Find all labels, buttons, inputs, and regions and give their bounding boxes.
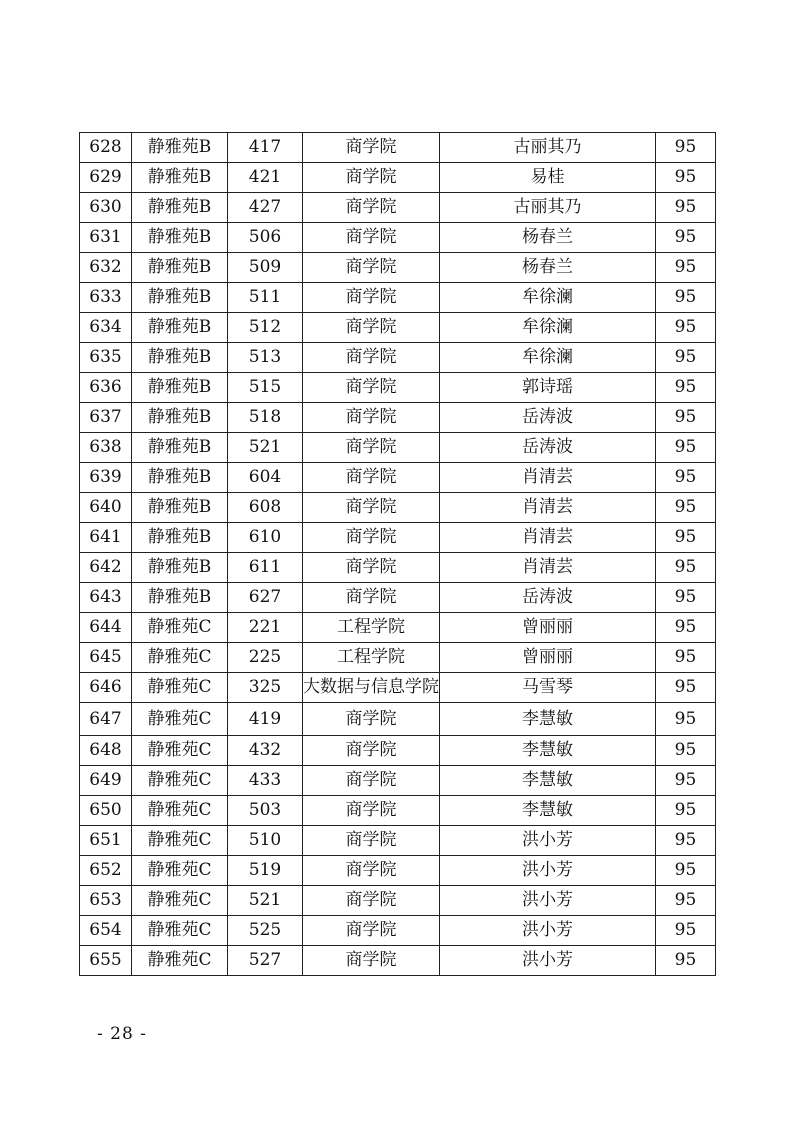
room-number-cell: 421 <box>228 163 303 193</box>
college-cell: 商学院 <box>303 826 440 856</box>
table-row <box>80 553 716 583</box>
score-cell: 95 <box>656 916 716 946</box>
teacher-name-cell: 洪小芳 <box>440 826 656 856</box>
score-cell: 95 <box>656 613 716 643</box>
teacher-name-cell: 牟徐澜 <box>440 343 656 373</box>
college-cell: 商学院 <box>303 856 440 886</box>
table-row <box>80 886 716 916</box>
college-cell: 商学院 <box>303 886 440 916</box>
room-number-cell: 225 <box>228 643 303 673</box>
row-index-cell: 635 <box>80 343 132 373</box>
room-number-cell: 525 <box>228 916 303 946</box>
teacher-name-cell: 曾丽丽 <box>440 613 656 643</box>
room-number-cell: 510 <box>228 826 303 856</box>
teacher-name-cell: 曾丽丽 <box>440 643 656 673</box>
teacher-name-cell: 牟徐澜 <box>440 283 656 313</box>
building-cell: 静雅苑B <box>132 343 228 373</box>
room-number-cell: 509 <box>228 253 303 283</box>
score-cell: 95 <box>656 583 716 613</box>
score-cell: 95 <box>656 766 716 796</box>
table-row <box>80 703 716 736</box>
table-row <box>80 826 716 856</box>
table-row <box>80 163 716 193</box>
room-number-cell: 419 <box>228 703 303 736</box>
table-row <box>80 523 716 553</box>
teacher-name-cell: 杨春兰 <box>440 253 656 283</box>
teacher-name-cell: 肖清芸 <box>440 493 656 523</box>
college-cell: 商学院 <box>303 463 440 493</box>
room-number-cell: 519 <box>228 856 303 886</box>
room-number-cell: 518 <box>228 403 303 433</box>
college-cell: 商学院 <box>303 796 440 826</box>
teacher-name-cell: 洪小芳 <box>440 856 656 886</box>
room-number-cell: 427 <box>228 193 303 223</box>
college-cell: 商学院 <box>303 493 440 523</box>
row-index-cell: 642 <box>80 553 132 583</box>
table-row <box>80 736 716 766</box>
row-index-cell: 640 <box>80 493 132 523</box>
row-index-cell: 646 <box>80 673 132 703</box>
room-number-cell: 610 <box>228 523 303 553</box>
row-index-cell: 634 <box>80 313 132 343</box>
teacher-name-cell: 古丽其乃 <box>440 133 656 163</box>
score-cell: 95 <box>656 403 716 433</box>
room-number-cell: 221 <box>228 613 303 643</box>
score-cell: 95 <box>656 373 716 403</box>
row-index-cell: 651 <box>80 826 132 856</box>
teacher-name-cell: 洪小芳 <box>440 886 656 916</box>
teacher-name-cell: 易桂 <box>440 163 656 193</box>
building-cell: 静雅苑C <box>132 613 228 643</box>
college-cell: 商学院 <box>303 223 440 253</box>
college-cell: 商学院 <box>303 946 440 976</box>
college-cell: 工程学院 <box>303 613 440 643</box>
row-index-cell: 628 <box>80 133 132 163</box>
score-cell: 95 <box>656 523 716 553</box>
room-number-cell: 506 <box>228 223 303 253</box>
building-cell: 静雅苑B <box>132 433 228 463</box>
row-index-cell: 649 <box>80 766 132 796</box>
table-row <box>80 583 716 613</box>
college-cell: 商学院 <box>303 553 440 583</box>
building-cell: 静雅苑B <box>132 463 228 493</box>
score-cell: 95 <box>656 493 716 523</box>
building-cell: 静雅苑B <box>132 403 228 433</box>
building-cell: 静雅苑B <box>132 223 228 253</box>
table-row <box>80 193 716 223</box>
score-cell: 95 <box>656 433 716 463</box>
teacher-name-cell: 李慧敏 <box>440 796 656 826</box>
table-row <box>80 463 716 493</box>
room-number-cell: 611 <box>228 553 303 583</box>
dormitory-roster-table <box>79 132 716 976</box>
score-cell: 95 <box>656 673 716 703</box>
score-cell: 95 <box>656 223 716 253</box>
teacher-name-cell: 洪小芳 <box>440 916 656 946</box>
building-cell: 静雅苑C <box>132 736 228 766</box>
row-index-cell: 632 <box>80 253 132 283</box>
teacher-name-cell: 岳涛波 <box>440 583 656 613</box>
room-number-cell: 325 <box>228 673 303 703</box>
score-cell: 95 <box>656 856 716 886</box>
score-cell: 95 <box>656 463 716 493</box>
table-row <box>80 613 716 643</box>
row-index-cell: 631 <box>80 223 132 253</box>
room-number-cell: 627 <box>228 583 303 613</box>
row-index-cell: 630 <box>80 193 132 223</box>
row-index-cell: 652 <box>80 856 132 886</box>
teacher-name-cell: 李慧敏 <box>440 703 656 736</box>
teacher-name-cell: 洪小芳 <box>440 946 656 976</box>
table-row <box>80 433 716 463</box>
building-cell: 静雅苑B <box>132 523 228 553</box>
college-cell: 商学院 <box>303 343 440 373</box>
building-cell: 静雅苑C <box>132 766 228 796</box>
college-cell: 商学院 <box>303 253 440 283</box>
college-cell: 商学院 <box>303 433 440 463</box>
building-cell: 静雅苑B <box>132 133 228 163</box>
building-cell: 静雅苑C <box>132 916 228 946</box>
score-cell: 95 <box>656 643 716 673</box>
building-cell: 静雅苑B <box>132 583 228 613</box>
teacher-name-cell: 李慧敏 <box>440 766 656 796</box>
room-number-cell: 432 <box>228 736 303 766</box>
room-number-cell: 417 <box>228 133 303 163</box>
table-row <box>80 343 716 373</box>
score-cell: 95 <box>656 946 716 976</box>
room-number-cell: 527 <box>228 946 303 976</box>
building-cell: 静雅苑C <box>132 673 228 703</box>
college-cell: 商学院 <box>303 133 440 163</box>
teacher-name-cell: 岳涛波 <box>440 433 656 463</box>
teacher-name-cell: 肖清芸 <box>440 523 656 553</box>
row-index-cell: 629 <box>80 163 132 193</box>
teacher-name-cell: 岳涛波 <box>440 403 656 433</box>
table-row <box>80 223 716 253</box>
room-number-cell: 433 <box>228 766 303 796</box>
row-index-cell: 638 <box>80 433 132 463</box>
score-cell: 95 <box>656 826 716 856</box>
table-row <box>80 493 716 523</box>
teacher-name-cell: 郭诗瑶 <box>440 373 656 403</box>
building-cell: 静雅苑B <box>132 283 228 313</box>
score-cell: 95 <box>656 313 716 343</box>
room-number-cell: 511 <box>228 283 303 313</box>
table-row <box>80 916 716 946</box>
teacher-name-cell: 古丽其乃 <box>440 193 656 223</box>
table-row <box>80 283 716 313</box>
teacher-name-cell: 马雪琴 <box>440 673 656 703</box>
table-row <box>80 643 716 673</box>
college-cell: 商学院 <box>303 766 440 796</box>
room-number-cell: 513 <box>228 343 303 373</box>
building-cell: 静雅苑C <box>132 703 228 736</box>
building-cell: 静雅苑B <box>132 313 228 343</box>
score-cell: 95 <box>656 283 716 313</box>
room-number-cell: 521 <box>228 433 303 463</box>
room-number-cell: 503 <box>228 796 303 826</box>
table-row <box>80 133 716 163</box>
score-cell: 95 <box>656 253 716 283</box>
table-row <box>80 373 716 403</box>
college-cell: 商学院 <box>303 373 440 403</box>
room-number-cell: 515 <box>228 373 303 403</box>
college-cell: 大数据与信息学院 <box>303 673 440 703</box>
college-cell: 商学院 <box>303 523 440 553</box>
row-index-cell: 650 <box>80 796 132 826</box>
college-cell: 商学院 <box>303 583 440 613</box>
building-cell: 静雅苑C <box>132 886 228 916</box>
teacher-name-cell: 牟徐澜 <box>440 313 656 343</box>
row-index-cell: 648 <box>80 736 132 766</box>
row-index-cell: 637 <box>80 403 132 433</box>
score-cell: 95 <box>656 133 716 163</box>
score-cell: 95 <box>656 343 716 373</box>
room-number-cell: 604 <box>228 463 303 493</box>
row-index-cell: 644 <box>80 613 132 643</box>
table-row <box>80 253 716 283</box>
teacher-name-cell: 肖清芸 <box>440 553 656 583</box>
row-index-cell: 643 <box>80 583 132 613</box>
building-cell: 静雅苑B <box>132 373 228 403</box>
table-row <box>80 856 716 886</box>
college-cell: 商学院 <box>303 916 440 946</box>
building-cell: 静雅苑C <box>132 826 228 856</box>
building-cell: 静雅苑C <box>132 643 228 673</box>
row-index-cell: 645 <box>80 643 132 673</box>
college-cell: 商学院 <box>303 313 440 343</box>
building-cell: 静雅苑C <box>132 946 228 976</box>
building-cell: 静雅苑B <box>132 493 228 523</box>
teacher-name-cell: 杨春兰 <box>440 223 656 253</box>
table-row <box>80 673 716 703</box>
row-index-cell: 655 <box>80 946 132 976</box>
score-cell: 95 <box>656 796 716 826</box>
college-cell: 工程学院 <box>303 643 440 673</box>
row-index-cell: 653 <box>80 886 132 916</box>
table-row <box>80 796 716 826</box>
row-index-cell: 636 <box>80 373 132 403</box>
room-number-cell: 521 <box>228 886 303 916</box>
building-cell: 静雅苑B <box>132 163 228 193</box>
row-index-cell: 633 <box>80 283 132 313</box>
building-cell: 静雅苑C <box>132 856 228 886</box>
score-cell: 95 <box>656 886 716 916</box>
page-number: - 28 - <box>97 1024 147 1044</box>
building-cell: 静雅苑B <box>132 193 228 223</box>
row-index-cell: 654 <box>80 916 132 946</box>
college-cell: 商学院 <box>303 403 440 433</box>
college-cell: 商学院 <box>303 283 440 313</box>
building-cell: 静雅苑C <box>132 796 228 826</box>
building-cell: 静雅苑B <box>132 553 228 583</box>
table-row <box>80 313 716 343</box>
college-cell: 商学院 <box>303 193 440 223</box>
college-cell: 商学院 <box>303 703 440 736</box>
table-row <box>80 946 716 976</box>
college-cell: 商学院 <box>303 736 440 766</box>
room-number-cell: 608 <box>228 493 303 523</box>
row-index-cell: 647 <box>80 703 132 736</box>
college-cell: 商学院 <box>303 163 440 193</box>
score-cell: 95 <box>656 193 716 223</box>
score-cell: 95 <box>656 736 716 766</box>
building-cell: 静雅苑B <box>132 253 228 283</box>
score-cell: 95 <box>656 703 716 736</box>
table-row <box>80 403 716 433</box>
teacher-name-cell: 李慧敏 <box>440 736 656 766</box>
row-index-cell: 639 <box>80 463 132 493</box>
score-cell: 95 <box>656 163 716 193</box>
score-cell: 95 <box>656 553 716 583</box>
teacher-name-cell: 肖清芸 <box>440 463 656 493</box>
room-number-cell: 512 <box>228 313 303 343</box>
roster-table-body <box>80 133 716 976</box>
table-row <box>80 766 716 796</box>
row-index-cell: 641 <box>80 523 132 553</box>
